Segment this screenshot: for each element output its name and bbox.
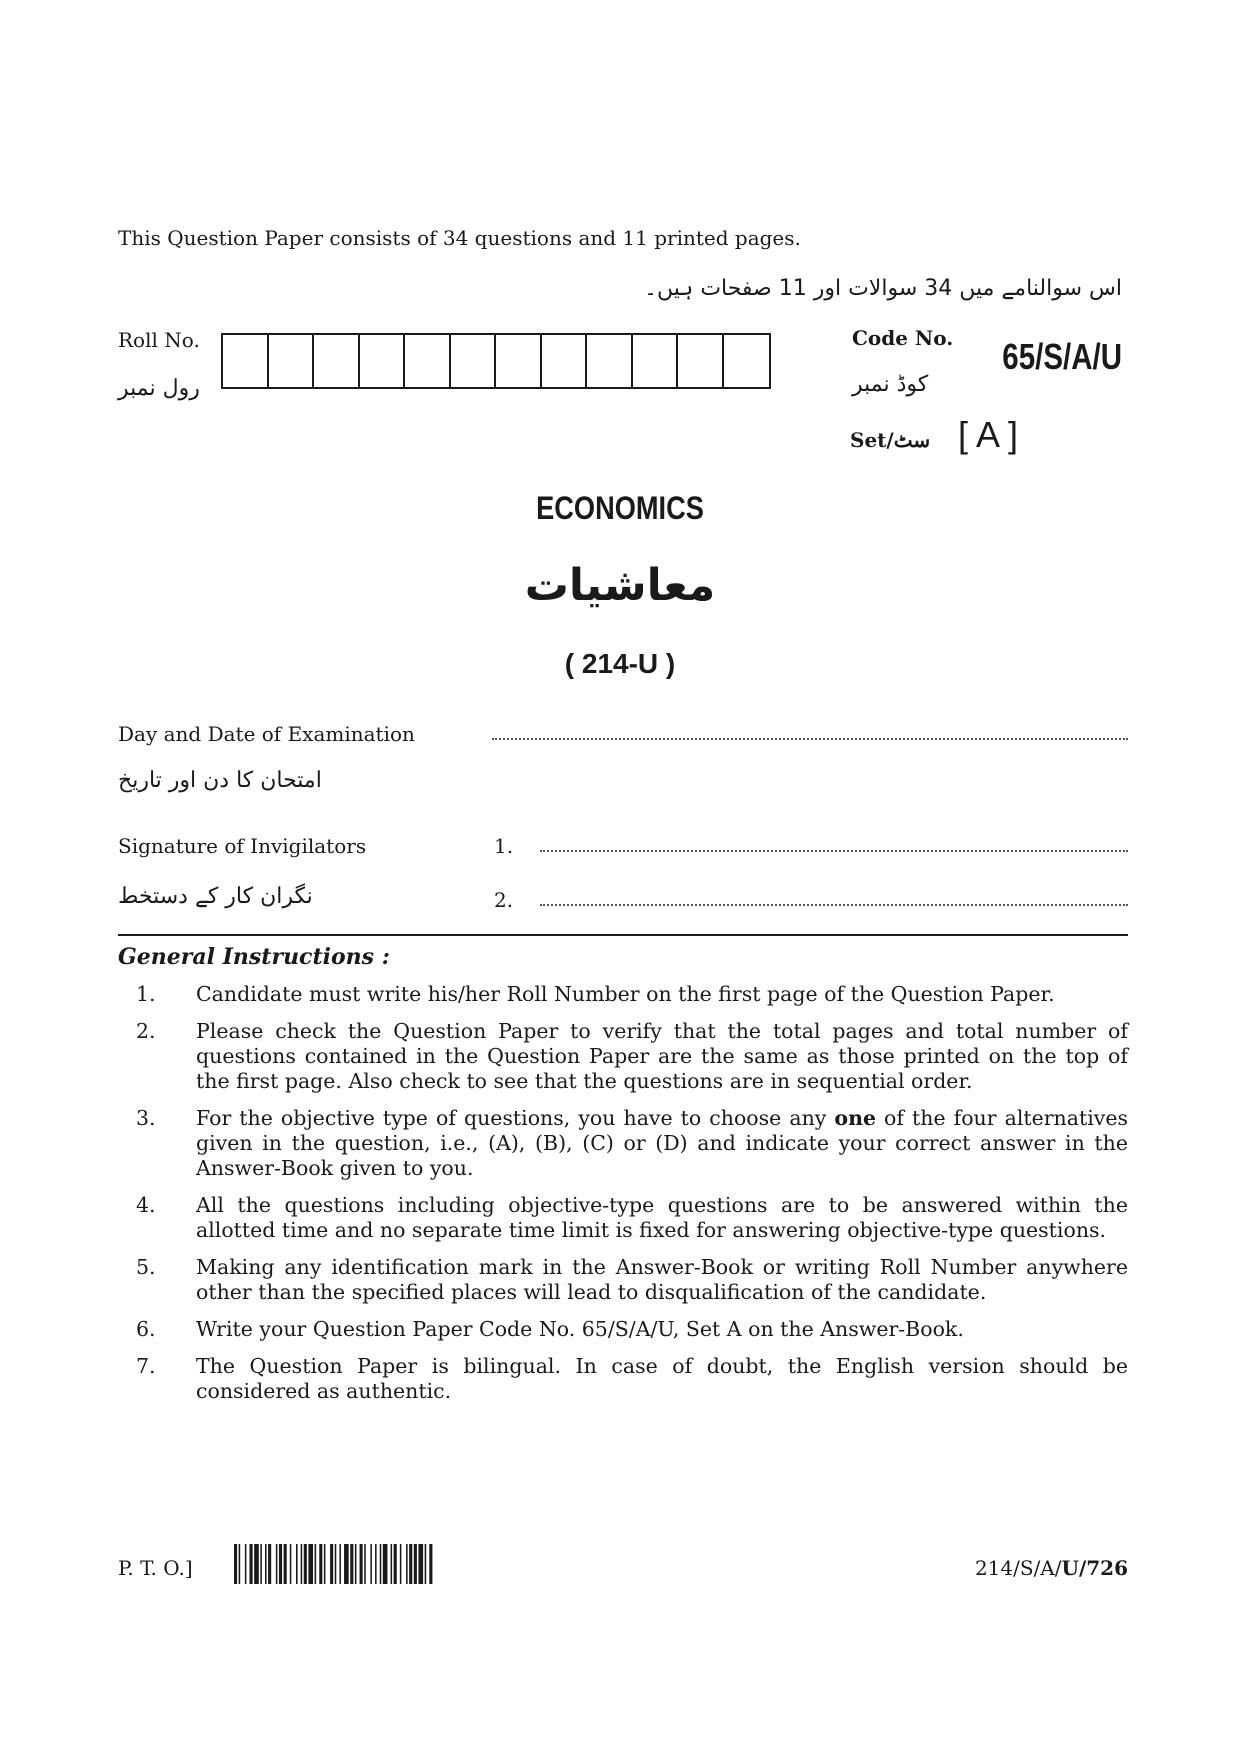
signature-number-2: 2. [494,888,514,912]
exam-date-label: Day and Date of Examination [118,722,415,746]
instruction-item [118,1255,1128,1305]
instruction-text-part: of the four alternatives given in the question, i.e., (A), (B), (C) or (D) and indicate your correct answer in the Answer-Book given to you. [196,1106,1128,1180]
exam-date-field[interactable] [492,738,1128,740]
instruction-number: 4. [136,1193,156,1217]
instruction-item [118,1106,1128,1181]
signature-field-2[interactable] [540,904,1128,906]
code-number-label-urdu: کوڈ نمبر [852,372,929,397]
barcode-icon [234,1544,564,1584]
roll-number-box[interactable] [269,335,315,387]
subject-title: ECONOMICS [536,490,704,526]
instruction-item [118,982,1128,1007]
instruction-number: 5. [136,1255,156,1279]
roll-number-box[interactable] [633,335,679,387]
roll-number-box[interactable] [587,335,633,387]
instruction-text: All the questions including objective-type questions are to be answered within the allotted time and no separate time limit is fixed for answering objective-type questions. [196,1193,1128,1242]
signature-number-1: 1. [494,834,514,858]
subject-title-urdu: معاشیات [524,560,716,611]
instruction-text: Please check the Question Paper to verify that the total pages and total number of questions contained in the Question Paper are the same as those printed on the top of the first page. Also check to see that the questions are in sequential order. [196,1019,1128,1093]
instruction-number: 3. [136,1106,156,1130]
subject-code: ( 214-U ) [564,648,676,679]
instruction-text: Making any identification mark in the Answer-Book or writing Roll Number anywhere other than the specified places will lead to disqualification of the candidate. [196,1255,1128,1304]
exam-date-label-urdu: امتحان کا دن اور تاریخ [118,768,322,793]
code-number-label: Code No. [852,326,954,350]
instructions-title: General Instructions : [118,944,390,970]
instruction-number: 2. [136,1019,156,1043]
instruction-number: 1. [136,982,156,1006]
roll-number-boxes[interactable] [221,333,771,389]
roll-number-label: Roll No. [118,328,200,352]
roll-number-box[interactable] [496,335,542,387]
signature-field-1[interactable] [540,850,1128,852]
instruction-text: Candidate must write his/her Roll Number on the first page of the Question Paper. [196,982,1055,1006]
roll-number-label-urdu: رول نمبر [118,376,200,401]
instruction-item [118,1193,1128,1243]
set-label: Set/سٹ [850,428,931,452]
instructions-list [118,982,1128,1416]
instruction-text: Write your Question Paper Code No. 65/S/A/U, Set A on the Answer-Book. [196,1317,964,1341]
roll-number-box[interactable] [724,335,770,387]
roll-number-box[interactable] [405,335,451,387]
instruction-item [118,1317,1128,1342]
intro-text-english: This Question Paper consists of 34 questions and 11 printed pages. [118,226,801,250]
invigilator-signature-label: Signature of Invigilators [118,834,367,858]
pto-label: P. T. O.] [118,1556,193,1580]
footer-code-prefix: 214/S/A/ [974,1556,1062,1580]
instruction-number: 7. [136,1354,156,1378]
roll-number-box[interactable] [223,335,269,387]
instruction-item [118,1354,1128,1404]
invigilator-signature-label-urdu: نگران کار کے دستخط [118,884,313,909]
roll-number-box[interactable] [314,335,360,387]
set-value: [ A ] [958,414,1019,455]
instruction-item [118,1019,1128,1094]
instruction-text: The Question Paper is bilingual. In case of doubt, the English version should be considered as authentic. [196,1354,1128,1403]
footer-code-suffix: U/726 [1061,1556,1128,1580]
instruction-number: 6. [136,1317,156,1341]
roll-number-box[interactable] [451,335,497,387]
code-number-value: 65/S/A/U [1002,336,1122,377]
instruction-emphasis: one [834,1106,877,1130]
roll-number-box[interactable] [360,335,406,387]
roll-number-box[interactable] [542,335,588,387]
instruction-text [196,1106,1128,1181]
divider [118,934,1128,936]
footer-paper-code [975,1556,1128,1580]
roll-number-box[interactable] [678,335,724,387]
instruction-text-part: For the objective type of questions, you have to choose any [196,1106,835,1130]
intro-text-urdu: اس سوالنامے میں 34 سوالات اور 11 صفحات ہیں۔ [644,276,1122,301]
